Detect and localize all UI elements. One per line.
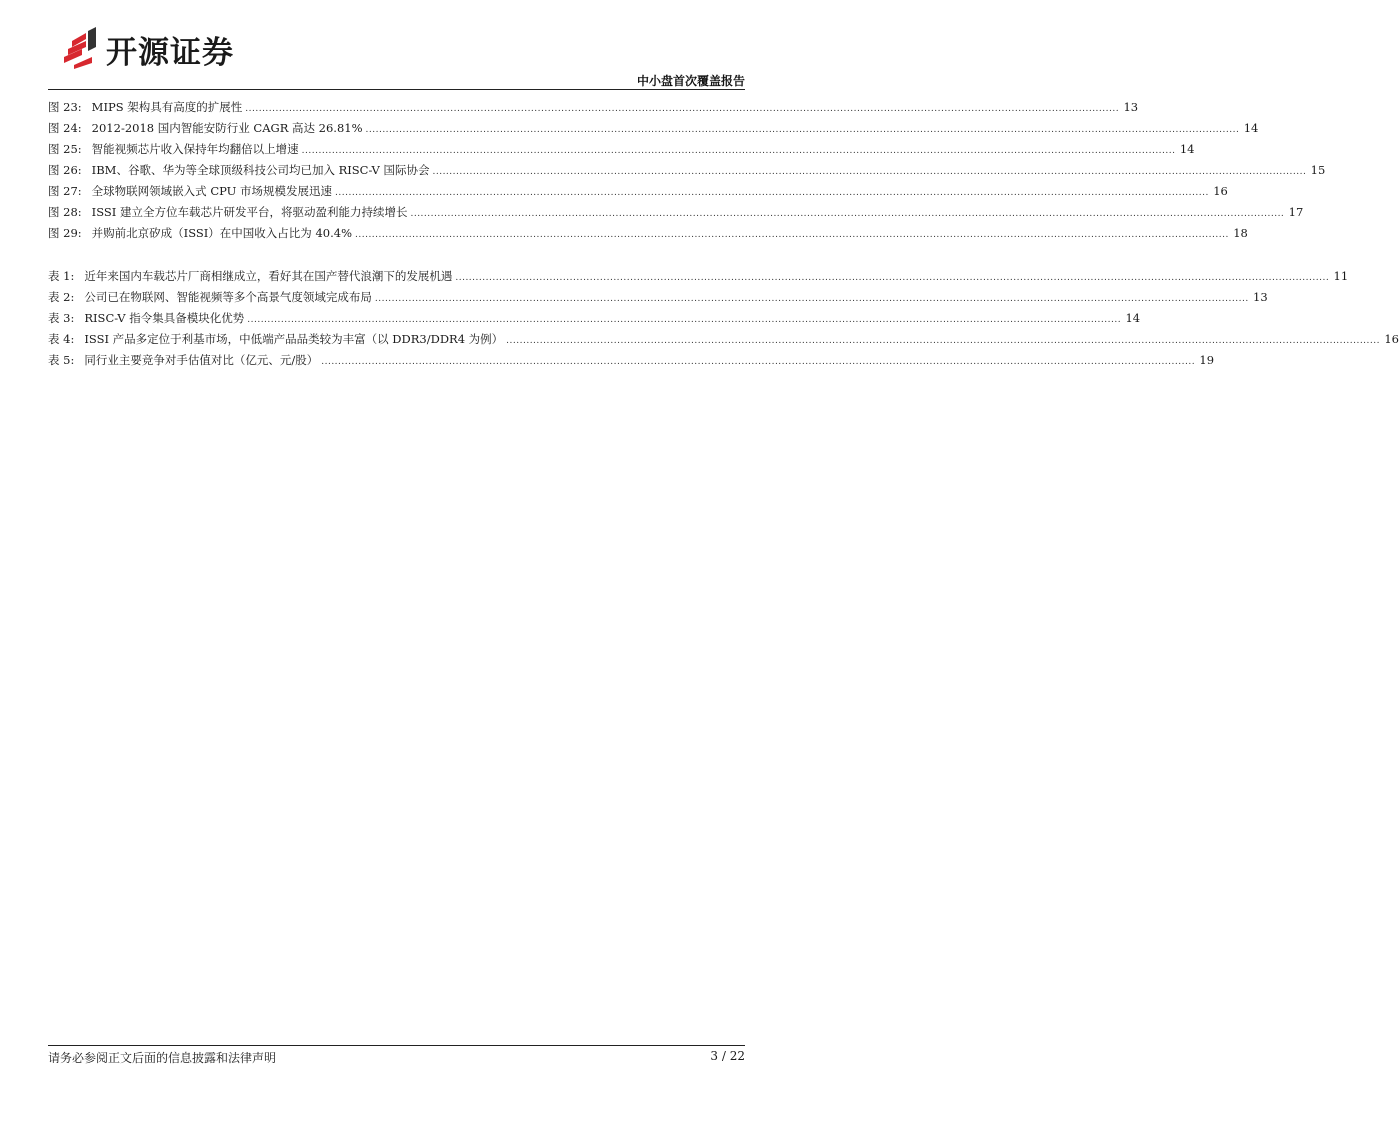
table-page-number: 19 [1199,353,1215,367]
figure-label: 图 29: [48,226,82,240]
figure-title: IBM、谷歌、华为等全球顶级科技公司均已加入 RISC-V 国际协会 [91,163,430,177]
table-title: 同行业主要竞争对手估值对比（亿元、元/股） [84,353,319,367]
leader-dots: .................................................................................................................................................................................................................................................................... [506,336,1380,346]
figure-page-number: 14 [1179,142,1195,156]
leader-dots: .................................................................................................................................................................................................................................................................... [245,104,1120,114]
figure-title: 智能视频芯片收入保持年均翻倍以上增速 [91,142,299,156]
report-type: 中小盘首次覆盖报告 [636,74,745,88]
figure-page-number: 16 [1213,184,1228,198]
leader-dots: .................................................................................................................................................................................................................................................................... [432,167,1307,177]
table-page-number: 16 [1384,332,1399,346]
kaiyuan-logo-icon [62,27,100,71]
leader-dots: .................................................................................................................................................................................................................................................................... [410,209,1285,219]
table-entry[interactable] [48,329,1399,350]
table-label: 表 5: [48,353,75,367]
header-divider [48,89,745,90]
figure-label: 图 24: [48,121,82,135]
figure-label: 图 26: [48,163,82,177]
figure-entry[interactable] [48,202,1304,223]
leader-dots: .................................................................................................................................................................................................................................................................... [374,294,1249,304]
figure-label: 图 25: [48,142,82,156]
figure-entry[interactable] [48,223,1248,244]
figure-page-number: 13 [1123,100,1139,114]
table-label: 表 3: [48,311,75,325]
figure-entry[interactable] [48,97,1139,118]
table-page-number: 11 [1333,269,1349,283]
leader-dots: .................................................................................................................................................................................................................................................................... [355,230,1229,240]
footer-disclaimer: 请务必参阅正文后面的信息披露和法律声明 [48,1051,277,1065]
figure-list [48,97,1326,244]
figure-page-number: 17 [1288,205,1304,219]
figure-label: 图 23: [48,100,82,114]
figure-title: ISSI 建立全方位车载芯片研发平台，将驱动盈利能力持续增长 [91,205,408,219]
figure-page-number: 18 [1233,226,1248,240]
figure-page-number: 14 [1243,121,1259,135]
table-list [48,266,1399,371]
logo-text: 开源证券 [106,34,234,71]
table-entry[interactable] [48,287,1268,308]
leader-dots: .................................................................................................................................................................................................................................................................... [365,125,1240,135]
figure-page-number: 15 [1310,163,1326,177]
table-entry[interactable] [48,350,1215,371]
table-title: 公司已在物联网、智能视频等多个高景气度领域完成布局 [84,290,372,304]
figure-entry[interactable] [48,160,1326,181]
table-entry[interactable] [48,266,1349,287]
leader-dots: .................................................................................................................................................................................................................................................................... [321,357,1196,367]
table-label: 表 2: [48,290,75,304]
figure-entry[interactable] [48,118,1259,139]
figure-title: MIPS 架构具有高度的扩展性 [91,100,243,114]
page-number: 3 / 22 [710,1049,745,1063]
table-entry[interactable] [48,308,1141,329]
leader-dots: .................................................................................................................................................................................................................................................................... [455,273,1330,283]
figure-title: 2012-2018 国内智能安防行业 CAGR 高达 26.81% [91,121,363,135]
figure-title: 全球物联网领域嵌入式 CPU 市场规模发展迅速 [91,184,333,198]
footer-divider [48,1045,745,1046]
figure-label: 图 28: [48,205,82,219]
figure-label: 图 27: [48,184,82,198]
table-title: 近年来国内车载芯片厂商相继成立，看好其在国产替代浪潮下的发展机遇 [84,269,453,283]
figure-title: 并购前北京矽成（ISSI）在中国收入占比为 40.4% [91,226,352,240]
leader-dots: .................................................................................................................................................................................................................................................................... [301,146,1176,156]
table-page-number: 14 [1125,311,1141,325]
leader-dots: .................................................................................................................................................................................................................................................................... [335,188,1209,198]
table-title: ISSI 产品多定位于利基市场，中低端产品品类较为丰富（以 DDR3/DDR4 为例） [84,332,504,346]
table-label: 表 1: [48,269,75,283]
leader-dots: .................................................................................................................................................................................................................................................................... [247,315,1122,325]
figure-entry[interactable] [48,181,1228,202]
figure-entry[interactable] [48,139,1195,160]
table-page-number: 13 [1253,290,1268,304]
logo [62,26,234,72]
table-title: RISC-V 指令集具备模块化优势 [84,311,245,325]
table-label: 表 4: [48,332,75,346]
